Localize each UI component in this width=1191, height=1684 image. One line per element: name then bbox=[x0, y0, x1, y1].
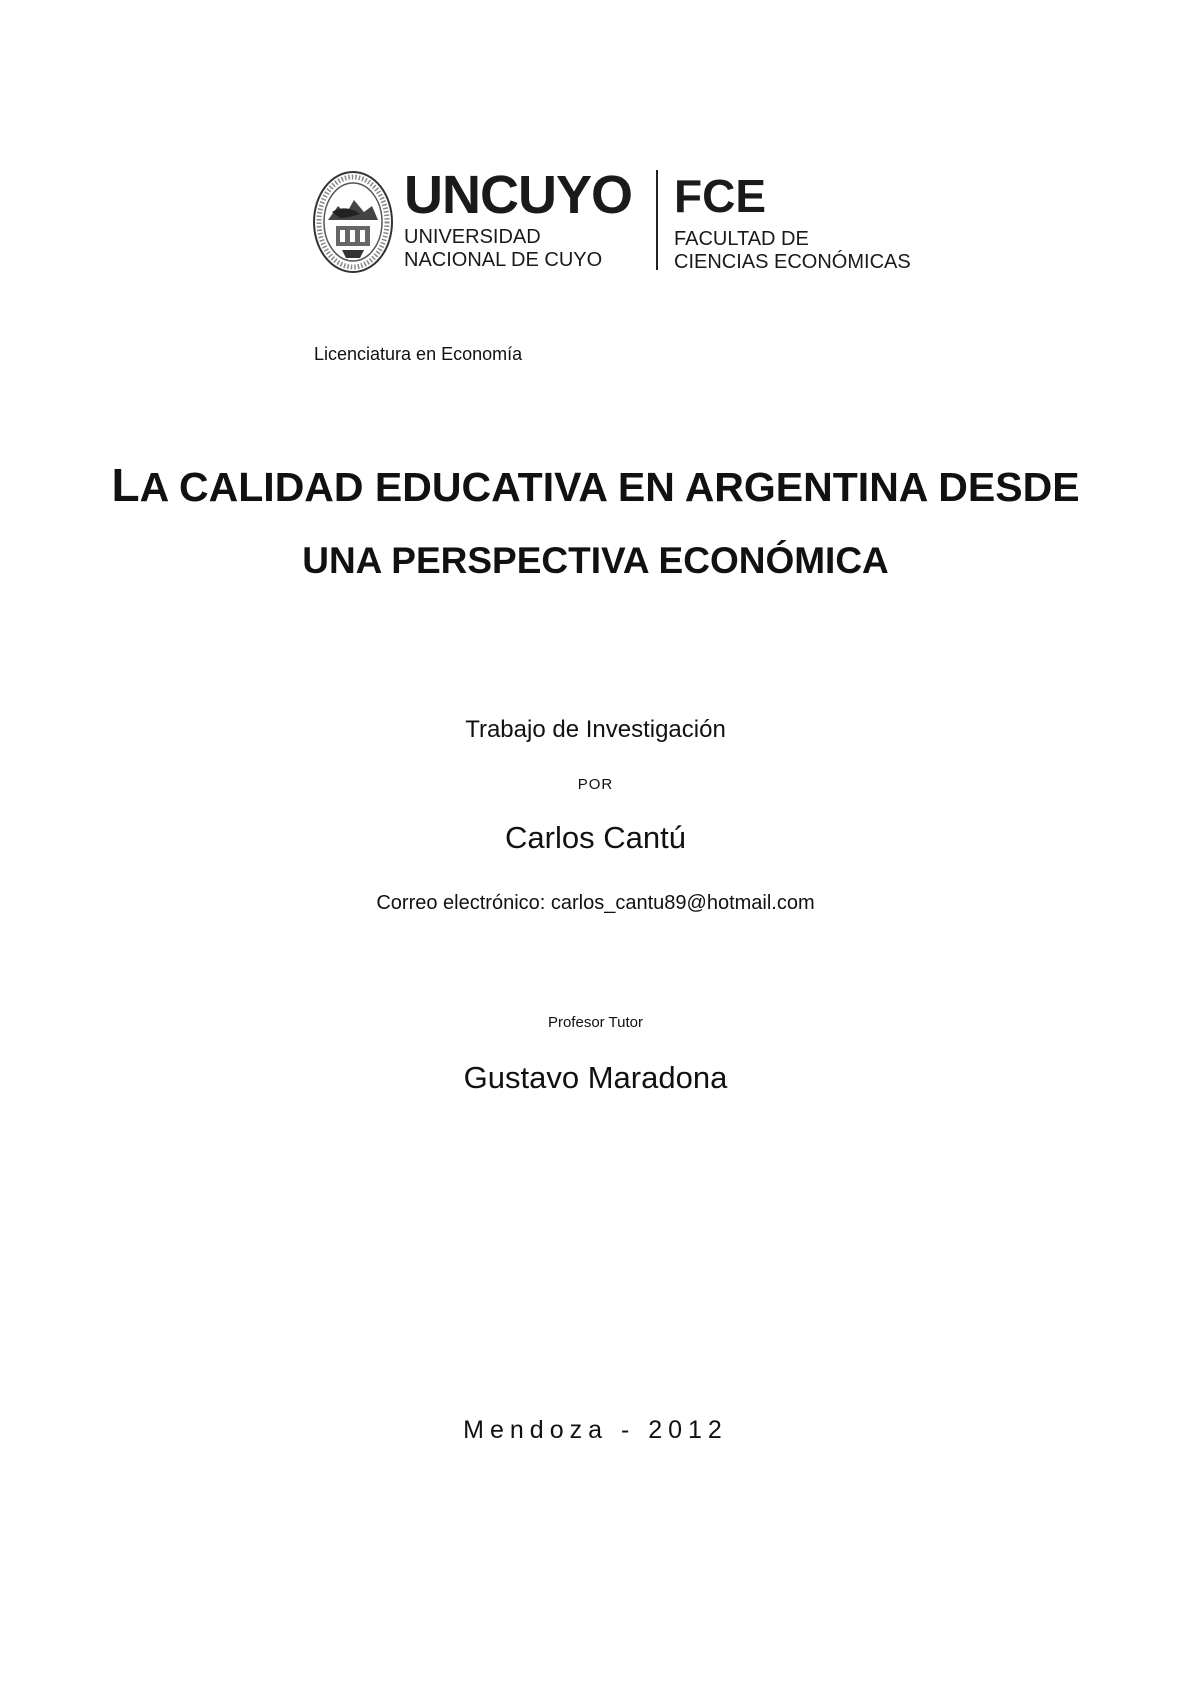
university-name-line1: UNIVERSIDAD bbox=[404, 226, 541, 248]
work-type: Trabajo de Investigación bbox=[465, 716, 726, 743]
title-initial: L bbox=[111, 459, 140, 511]
tutor-name: Gustavo Maradona bbox=[463, 1060, 728, 1095]
title-line-2: UNA PERSPECTIVA ECONÓMICA bbox=[302, 540, 889, 581]
faculty-name-line2: CIENCIAS ECONÓMICAS bbox=[674, 251, 911, 273]
uncuyo-wordmark bbox=[404, 165, 633, 272]
title-line-1-text: A CALIDAD EDUCATIVA EN ARGENTINA DESDE bbox=[139, 464, 1080, 510]
fce-wordmark bbox=[674, 172, 911, 274]
fce-logo-text: FCE bbox=[674, 170, 766, 222]
degree-program: Licenciatura en Economía bbox=[314, 344, 523, 364]
place-and-year: Mendoza - 2012 bbox=[463, 1416, 728, 1444]
logo-divider bbox=[656, 170, 658, 270]
uncuyo-logo-text: UNCUYO bbox=[404, 165, 633, 225]
university-name-line2: NACIONAL DE CUYO bbox=[404, 249, 603, 271]
by-label: POR bbox=[577, 776, 614, 793]
author-name: Carlos Cantú bbox=[505, 820, 686, 855]
faculty-name-line1: FACULTAD DE bbox=[674, 228, 809, 250]
tutor-label: Profesor Tutor bbox=[547, 1014, 644, 1031]
author-email: Correo electrónico: carlos_cantu89@hotmail.com bbox=[376, 892, 815, 914]
header-logo bbox=[312, 165, 932, 278]
title-line-1 bbox=[0, 458, 1191, 512]
university-seal-icon bbox=[312, 170, 394, 274]
